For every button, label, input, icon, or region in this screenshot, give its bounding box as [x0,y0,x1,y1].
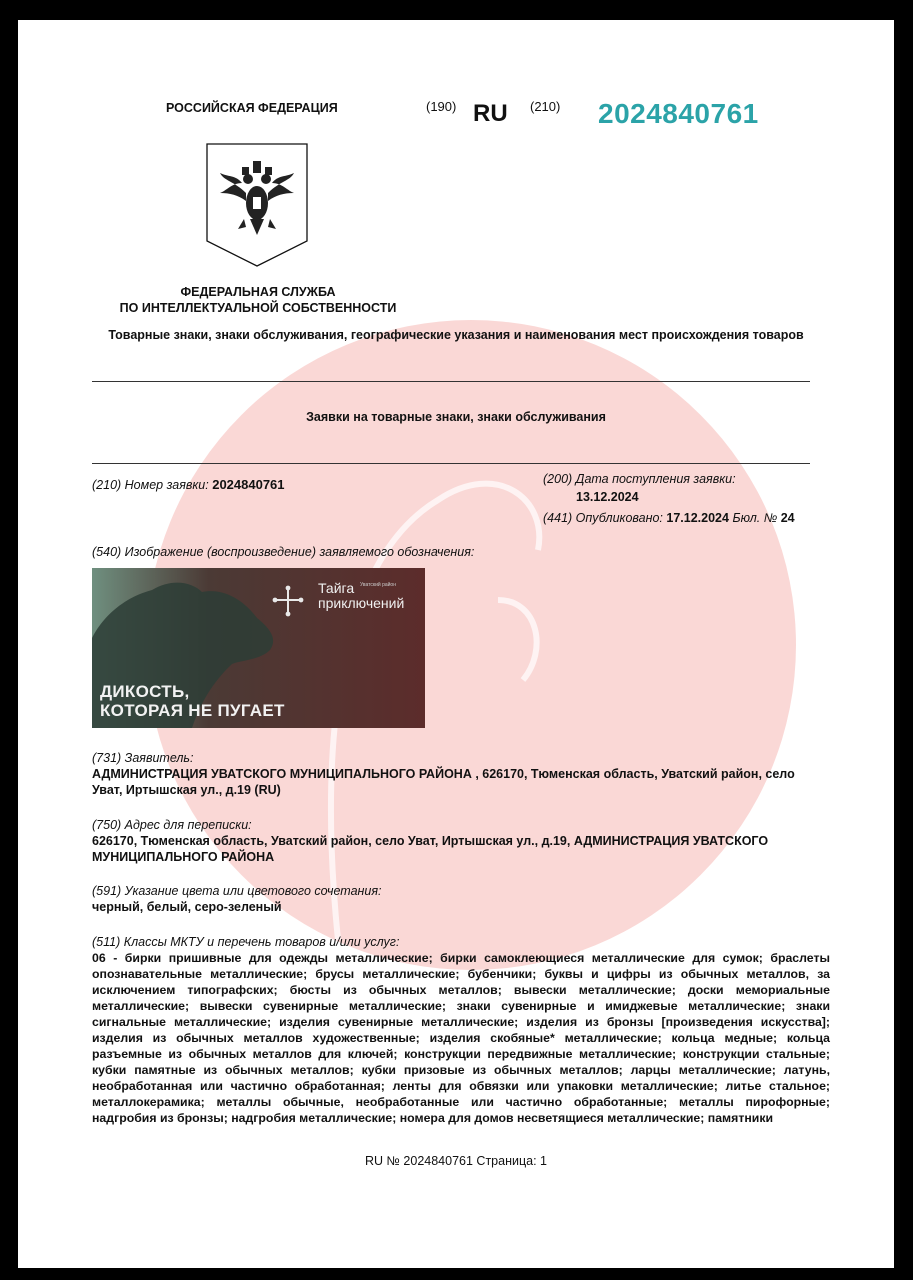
address-label: (750) Адрес для переписки: [92,818,252,832]
code-190: (190) [426,99,457,114]
applicant-label: (731) Заявитель: [92,751,194,765]
trademark-small-note: Уватский район [360,582,396,588]
color-label: (591) Указание цвета или цветового сочетания: [92,884,382,898]
publication-row [543,510,795,526]
agency-name [78,284,438,316]
published-label: (441) Опубликовано: [543,511,663,525]
trademark-image [92,568,425,728]
trademark-brand-line1: Тайга [318,580,355,596]
trademark-slogan-line2: КОТОРАЯ НЕ ПУГАЕТ [100,701,285,720]
classes-section [92,934,830,1126]
address-line1: 626170, Тюменская область, Уватский район, село Уват, Иртышская ул., д.19, АДМИНИСТРАЦИЯ УВАТСКОГО [92,834,769,848]
section-title: Заявки на товарные знаки, знаки обслуживания [306,410,606,424]
divider-bottom [92,463,810,464]
classes-text: 06 - бирки пришивные для одежды металлические; бирки самоклеющиеся металлические для сумок; браслеты опознавательные металлические; брусы металлические; бубенчики; буквы и цифры из обычных металлов, за исключением типографских; бюсты из обычных металлов; вывески металлические; доски мемориальные металлические; вывески сувенирные металлические; знаки сувенирные и имиджевые металлические; знаки сигнальные металлические; изделия сувенирные металлические; изделия из бронзы [произведения искусства]; изделия из обычных металлов художественные; изделия скобяные* металлические; кольца медные; кольца разъемные из обычных металлов для ключей; конструкции передвижные металлические; конструкции стальные; кубки памятные из обычных металлов; кубки призовые из обычных металлов; ларцы металлические; латунь, необработанная или частично обработанная; ленты для обвязки или упаковки металлические; литье стальное; металлокерамика; металлы обычные, необработанные или частично обработанные; металлы пирофорные; надгробия из бронзы; надгробия металлические; номера для домов несветящиеся металлические; памятники [92,951,830,1125]
applicant-line1: АДМИНИСТРАЦИЯ УВАТСКОГО МУНИЦИПАЛЬНОГО РАЙОНА , 626170, Тюменская область, Уватский район, село [92,767,795,781]
application-number-label: (210) Номер заявки: [92,478,209,492]
address-section [92,817,830,865]
divider-top [92,381,810,382]
page-footer: RU № 2024840761 Страница: 1 [365,1154,547,1168]
filing-date: 13.12.2024 [576,490,639,504]
country-code: RU [473,100,508,127]
address-line2: МУНИЦИПАЛЬНОГО РАЙОНА [92,850,275,864]
applicant-line2: Уват, Иртышская ул., д.19 (RU) [92,783,281,797]
application-number-header: 2024840761 [598,98,759,129]
color-section [92,883,830,915]
image-label: (540) Изображение (воспроизведение) заявляемого обозначения: [92,545,475,559]
code-210: (210) [530,99,561,114]
application-number: 2024840761 [212,477,285,492]
filing-date-label: (200) Дата поступления заявки: [543,472,736,486]
application-number-row [92,477,285,493]
agency-line2: ПО ИНТЕЛЛЕКТУАЛЬНОЙ СОБСТВЕННОСТИ [119,301,397,315]
country-name: РОССИЙСКАЯ ФЕДЕРАЦИЯ [166,101,338,115]
document-page [18,20,894,1268]
bulletin-number: 24 [780,511,795,525]
applicant-section [92,750,830,798]
trademark-slogan [100,682,285,720]
coat-of-arms-icon [206,143,308,267]
document-subtitle: Товарные знаки, знаки обслуживания, географические указания и наименования мест происхождения товаров [108,328,804,342]
agency-line1: ФЕДЕРАЛЬНАЯ СЛУЖБА [180,285,336,299]
trademark-brand-line2: приключений [318,595,405,611]
published-date: 17.12.2024 [666,511,729,525]
classes-label: (511) Классы МКТУ и перечень товаров и/или услуг: [92,935,400,949]
bulletin-label: Бюл. № [732,511,778,525]
trademark-slogan-line1: ДИКОСТЬ, [100,682,190,701]
colors: черный, белый, серо-зеленый [92,900,282,914]
